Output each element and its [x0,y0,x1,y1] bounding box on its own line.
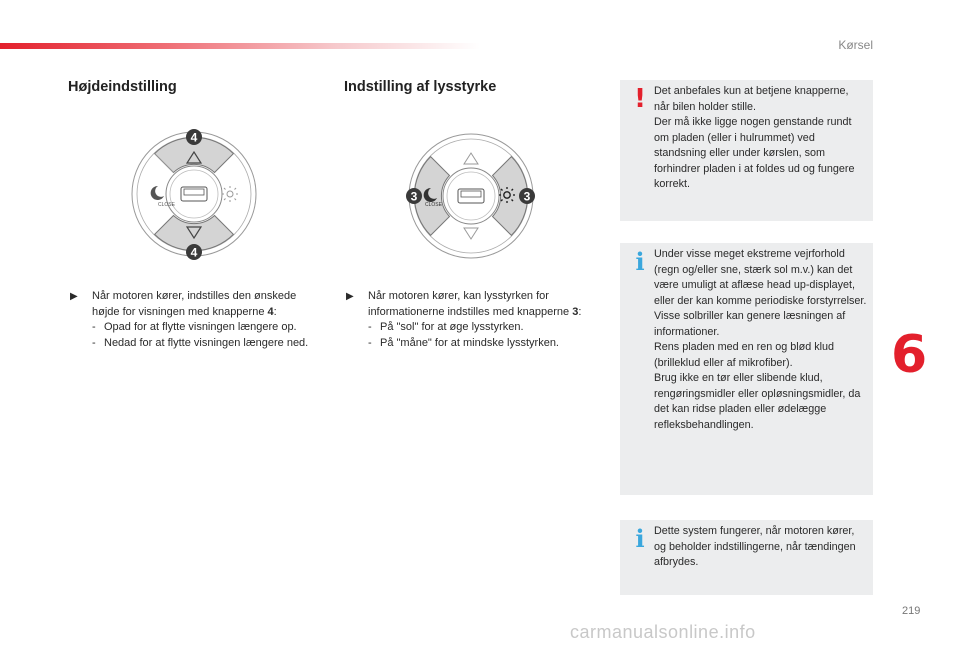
close-label: CLOSE [158,202,175,208]
bullet-arrow-icon: ▶ [346,291,354,302]
brightness-intro: Når motoren kører, kan lysstyrken for informationerne indstilles med knapperne 3: [368,290,582,318]
list-item: - Opad for at flytte visningen længere op. [92,320,325,336]
brightness-instructions [346,289,586,351]
height-control-dial [124,124,264,264]
info-icon: i [635,247,645,276]
info-icon: i [635,524,645,553]
watermark: carmanualsonline.info [570,622,756,642]
note-line: Dette system fungerer, når motoren kører, og beholder indstillingerne, når tændingen afbrydes. [654,525,856,568]
warning-note [620,80,873,221]
info-note-weather [620,243,873,495]
callout-4-bottom: 4 [190,245,198,260]
height-intro: Når motoren kører, indstilles den ønskede højde for visningen med knapperne 4: [92,290,297,318]
header-accent-bar [0,43,480,49]
callout-4-top: 4 [190,130,198,145]
section-title: Kørsel [838,38,873,52]
list-item: - På "sol" for at øge lysstyrken. [368,320,586,336]
list-item: - Nedad for at flytte visningen længere ned. [92,336,325,352]
close-label-2: CLOSE [425,202,442,208]
warning-icon: ! [634,84,646,114]
note-line: Det anbefales kun at betjene knapperne, når bilen holder stille. Der må ikke ligge nogen genstande rundt om pladen (eller i hulrummet) ved standsning eller under kørslen, som forhindrer pladen i at foldes ud og fungere korrekt. [654,85,855,190]
heading-height-adjustment: Højdeindstilling [68,79,177,95]
info-note-settings [620,520,873,595]
info-note-text [654,247,867,433]
warning-note-text [654,84,867,193]
brightness-control-dial [401,126,541,266]
note-line: Under visse meget ekstreme vejrforhold (regn og/eller sne, stærk sol m.v.) kan det være umuligt at aflæse head up-displayet, eller der kan komme periodiske forstyrrelser. Visse solbriller kan genere læsningen af informationer. Rens pladen med en ren og blød klud (brilleklud eller af mikrofiber). Brug ikke en tør eller slibende klud, rengøringsmidler eller opløsningsmidler, da det kan ridse pladen eller ødelægge refleksbehandlingen. [654,248,867,431]
list-item: - På "måne" for at mindske lysstyrken. [368,336,586,352]
heading-brightness-adjustment: Indstilling af lysstyrke [344,79,497,95]
chapter-number: 6 [891,325,928,385]
height-instructions [70,289,325,351]
callout-3-left: 3 [410,189,418,204]
callout-3-right: 3 [523,189,531,204]
bullet-arrow-icon: ▶ [70,291,78,302]
page-number: 219 [902,605,921,617]
info-note-text [654,524,867,571]
